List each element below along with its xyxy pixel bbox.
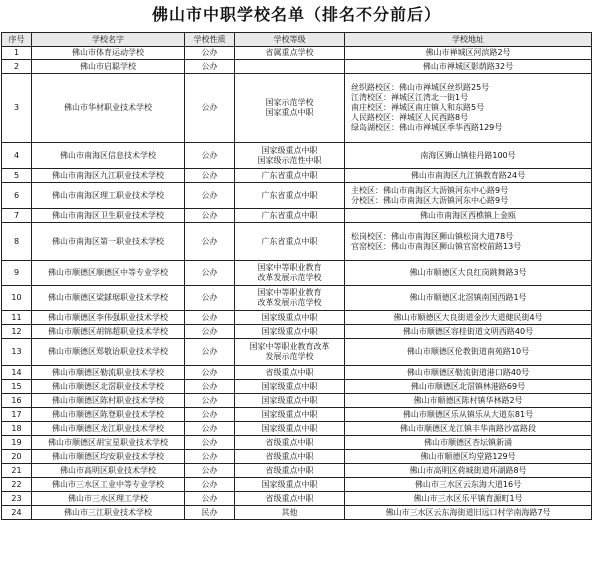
cell-level — [235, 311, 345, 325]
cell-level — [235, 478, 345, 492]
cell-no: 22 — [2, 478, 32, 492]
cell-type: 公办 — [185, 492, 235, 506]
cell-no: 5 — [2, 169, 32, 183]
cell-address — [345, 380, 592, 394]
cell-no: 14 — [2, 366, 32, 380]
address-line: 佛山市南海区西樵镇上金瓯 — [420, 210, 516, 220]
header-name: 学校名字 — [32, 33, 185, 47]
cell-no: 23 — [2, 492, 32, 506]
cell-level — [235, 169, 345, 183]
level-line: 国家级重点中职 — [261, 423, 318, 433]
cell-address — [345, 183, 592, 209]
level-line: 国家中等职业教育 — [257, 288, 322, 297]
cell-name: 佛山市体育运动学校 — [32, 47, 185, 60]
cell-address — [345, 261, 592, 286]
table-header-row — [2, 33, 592, 47]
cell-no: 18 — [2, 422, 32, 436]
table-row — [2, 450, 592, 464]
cell-no: 9 — [2, 261, 32, 286]
cell-no: 7 — [2, 209, 32, 223]
cell-type: 公办 — [185, 380, 235, 394]
cell-level — [235, 450, 345, 464]
cell-no: 15 — [2, 380, 32, 394]
cell-level — [235, 286, 345, 311]
address-line: 佛山市三水区云东海街道旧远口村学南海路7号 — [385, 507, 551, 517]
address-line: 佛山市南海区九江镇教育路24号 — [410, 170, 526, 180]
cell-type: 公办 — [185, 422, 235, 436]
cell-type: 公办 — [185, 223, 235, 261]
table-row — [2, 209, 592, 223]
cell-type: 公办 — [185, 325, 235, 339]
table-row — [2, 311, 592, 325]
cell-address — [345, 286, 592, 311]
table-row — [2, 60, 592, 74]
level-line: 发展示范学校 — [265, 352, 314, 361]
cell-address — [345, 339, 592, 366]
cell-address — [345, 169, 592, 183]
cell-address — [345, 436, 592, 450]
cell-name: 佛山市顺德区北滘职业技术学校 — [32, 380, 185, 394]
cell-type: 公办 — [185, 311, 235, 325]
cell-level — [235, 408, 345, 422]
cell-address — [345, 74, 592, 143]
address-line: 佛山市禅城区影荫路32号 — [422, 61, 514, 71]
cell-name: 佛山市三水区工业中等专业学校 — [32, 478, 185, 492]
cell-no: 13 — [2, 339, 32, 366]
cell-type: 公办 — [185, 366, 235, 380]
level-line: 省级重点中职 — [265, 367, 314, 377]
cell-address — [345, 478, 592, 492]
cell-level — [235, 436, 345, 450]
level-line: 国家重点中职 — [265, 108, 314, 117]
table-row — [2, 223, 592, 261]
cell-address — [345, 492, 592, 506]
cell-name: 佛山市顺德区陈登职业技术学校 — [32, 408, 185, 422]
address-line: 佛山市顺德区大良街道金沙大道健民街4号 — [393, 312, 543, 322]
cell-level — [235, 60, 345, 74]
cell-name: 佛山市顺德区李伟强职业技术学校 — [32, 311, 185, 325]
address-line: 佛山市高明区荷城街道环湖路8号 — [409, 465, 527, 475]
header-type: 学校性质 — [185, 33, 235, 47]
cell-type: 公办 — [185, 450, 235, 464]
cell-no: 1 — [2, 47, 32, 60]
cell-name: 佛山市南海区卫生职业技术学校 — [32, 209, 185, 223]
level-line: 改革发展示范学校 — [257, 273, 322, 282]
cell-no: 21 — [2, 464, 32, 478]
address-line: 绿岛湖校区：佛山市禅城区季华西路129号 — [351, 123, 503, 132]
address-line: 佛山市顺德区伦教街道南苑路10号 — [406, 347, 530, 356]
cell-type: 公办 — [185, 209, 235, 223]
cell-address — [345, 209, 592, 223]
cell-name: 佛山市顺德区郑敬诒职业技术学校 — [32, 339, 185, 366]
address-line: 丝织路校区：佛山市禅城区丝织路25号 — [351, 83, 490, 92]
cell-level — [235, 394, 345, 408]
cell-address — [345, 143, 592, 169]
level-line: 其他 — [281, 507, 298, 517]
cell-name: 佛山市顺德区胡锦超职业技术学校 — [32, 325, 185, 339]
table-row — [2, 286, 592, 311]
cell-type: 公办 — [185, 478, 235, 492]
cell-type: 公办 — [185, 261, 235, 286]
cell-name: 佛山市顺德区龙江职业技术学校 — [32, 422, 185, 436]
school-table — [1, 32, 592, 520]
cell-no: 12 — [2, 325, 32, 339]
cell-level — [235, 261, 345, 286]
table-row — [2, 436, 592, 450]
cell-level — [235, 380, 345, 394]
level-line: 国家级重点中职 — [261, 479, 318, 489]
cell-name: 佛山市顺德区顺德区中等专业学校 — [32, 261, 185, 286]
cell-type: 公办 — [185, 436, 235, 450]
address-line: 佛山市三水区乐平镇育源町1号 — [413, 493, 523, 503]
level-line: 省级重点中职 — [265, 437, 314, 447]
level-line: 省级重点中职 — [265, 493, 314, 503]
level-line: 改革发展示范学校 — [257, 298, 322, 307]
address-line: 佛山市顺德区陈村镇华林路2号 — [413, 395, 523, 405]
table-row — [2, 464, 592, 478]
cell-name: 佛山市三水区理工学校 — [32, 492, 185, 506]
level-line: 国家级重点中职 — [261, 145, 318, 155]
cell-name: 佛山市顺德区陈村职业技术学校 — [32, 394, 185, 408]
level-line: 广东省重点中职 — [261, 210, 318, 220]
table-row — [2, 74, 592, 143]
address-line: 佛山市顺德区均堂路129号 — [420, 451, 516, 461]
level-line: 国家级重点中职 — [261, 409, 318, 419]
cell-address — [345, 450, 592, 464]
cell-no: 17 — [2, 408, 32, 422]
address-line: 江湾校区：禅城区江湾北一街1号 — [351, 93, 469, 102]
address-line: 官窑校区：佛山市南海区狮山镇官窑校前路13号 — [351, 241, 522, 251]
cell-type: 公办 — [185, 143, 235, 169]
table-row — [2, 478, 592, 492]
cell-type: 民办 — [185, 506, 235, 520]
cell-name: 佛山市南海区信息技术学校 — [32, 143, 185, 169]
cell-level — [235, 47, 345, 60]
cell-no: 6 — [2, 183, 32, 209]
table-row — [2, 47, 592, 60]
page-title: 佛山市中职学校名单（排名不分前后） — [151, 5, 441, 24]
cell-type: 公办 — [185, 47, 235, 60]
address-line: 分校区：佛山市南海区大沥镇河东中心路9号 — [351, 195, 509, 205]
level-line: 广东省重点中职 — [261, 190, 318, 200]
cell-no: 4 — [2, 143, 32, 169]
address-line: 佛山市顺德区勒流街道港口路40号 — [406, 367, 530, 377]
header-address: 学校地址 — [345, 33, 592, 47]
address-line: 佛山市三水区云东海大道16号 — [414, 479, 522, 489]
cell-type: 公办 — [185, 169, 235, 183]
cell-name: 佛山市启聪学校 — [32, 60, 185, 74]
cell-level — [235, 143, 345, 169]
address-line: 南庄校区：禅城区南庄镇人和东路5号 — [351, 103, 485, 112]
cell-level — [235, 325, 345, 339]
cell-no: 3 — [2, 74, 32, 143]
level-line: 国家级重点中职 — [261, 395, 318, 405]
level-line: 国家中等职业教育 — [257, 263, 322, 272]
table-row — [2, 506, 592, 520]
cell-address — [345, 394, 592, 408]
cell-type: 公办 — [185, 183, 235, 209]
cell-name: 佛山市顺德区梁銶琚职业技术学校 — [32, 286, 185, 311]
table-row — [2, 394, 592, 408]
header-level: 学校等级 — [235, 33, 345, 47]
cell-no: 16 — [2, 394, 32, 408]
cell-address — [345, 223, 592, 261]
cell-level — [235, 422, 345, 436]
table-row — [2, 339, 592, 366]
cell-address — [345, 47, 592, 60]
address-line: 主校区：佛山市南海区大沥镇河东中心路9号 — [351, 185, 509, 195]
cell-no: 19 — [2, 436, 32, 450]
address-line: 佛山市禅城区河滨路2号 — [425, 48, 511, 57]
address-line: 南海区狮山镇桂丹路100号 — [420, 150, 516, 160]
cell-name: 佛山市顺德区均安职业技术学校 — [32, 450, 185, 464]
address-line: 佛山市顺德区乐从镇乐从大道东81号 — [402, 409, 534, 419]
cell-type: 公办 — [185, 60, 235, 74]
cell-address — [345, 422, 592, 436]
cell-name: 佛山市顺德区勒流职业技术学校 — [32, 366, 185, 380]
address-line: 佛山市顺德区大良红岗跳舞路3号 — [409, 268, 527, 277]
cell-level — [235, 74, 345, 143]
cell-type: 公办 — [185, 464, 235, 478]
level-line: 省级重点中职 — [265, 451, 314, 461]
cell-level — [235, 464, 345, 478]
cell-name: 佛山市华材职业技术学校 — [32, 74, 185, 143]
address-line: 佛山市顺德区龙江镇丰华南路沙富路段 — [400, 423, 536, 433]
address-line: 松岗校区：佛山市南海区狮山镇松岗大道78号 — [351, 231, 514, 241]
table-row — [2, 408, 592, 422]
table-row — [2, 366, 592, 380]
cell-name: 佛山市南海区九江职业技术学校 — [32, 169, 185, 183]
cell-no: 24 — [2, 506, 32, 520]
table-row — [2, 183, 592, 209]
cell-level — [235, 339, 345, 366]
cell-no: 8 — [2, 223, 32, 261]
address-line: 佛山市顺德区杏坛镇新涌 — [424, 437, 512, 447]
cell-address — [345, 325, 592, 339]
cell-address — [345, 311, 592, 325]
level-line: 广东省重点中职 — [261, 170, 318, 180]
table-row — [2, 380, 592, 394]
cell-type: 公办 — [185, 394, 235, 408]
cell-level — [235, 492, 345, 506]
cell-level — [235, 506, 345, 520]
table-row — [2, 261, 592, 286]
cell-address — [345, 506, 592, 520]
cell-no: 11 — [2, 311, 32, 325]
cell-no: 20 — [2, 450, 32, 464]
cell-level — [235, 223, 345, 261]
level-line: 国家级重点中职 — [261, 381, 318, 391]
cell-address — [345, 464, 592, 478]
level-line: 广东省重点中职 — [261, 236, 318, 246]
level-line: 省级重点中职 — [265, 465, 314, 475]
cell-name: 佛山市顺德区胡宝星职业技术学校 — [32, 436, 185, 450]
address-line: 人民路校区：禅城区人民西路8号 — [351, 113, 469, 122]
address-line: 佛山市顺德区容桂街道文明西路40号 — [402, 326, 534, 336]
level-line: 国家示范学校 — [265, 98, 314, 107]
cell-type: 公办 — [185, 408, 235, 422]
level-line: 国家级示范性中职 — [257, 155, 322, 165]
cell-name: 佛山市南海区理工职业技术学校 — [32, 183, 185, 209]
cell-type: 公办 — [185, 339, 235, 366]
cell-no: 10 — [2, 286, 32, 311]
address-line: 佛山市顺德区北滘镇南国西路1号 — [409, 293, 527, 302]
header-no: 序号 — [2, 33, 32, 47]
cell-type: 公办 — [185, 286, 235, 311]
table-row — [2, 422, 592, 436]
cell-address — [345, 408, 592, 422]
table-row — [2, 325, 592, 339]
table-row — [2, 492, 592, 506]
level-line: 国家中等职业教育改革 — [249, 342, 330, 351]
cell-type: 公办 — [185, 74, 235, 143]
cell-level — [235, 183, 345, 209]
cell-level — [235, 209, 345, 223]
cell-name: 佛山市南海区第一职业技术学校 — [32, 223, 185, 261]
table-row — [2, 169, 592, 183]
level-line: 国家级重点中职 — [261, 312, 318, 322]
cell-name: 佛山市高明区职业技术学校 — [32, 464, 185, 478]
level-line: 国家级重点中职 — [261, 326, 318, 336]
cell-address — [345, 60, 592, 74]
cell-level — [235, 366, 345, 380]
cell-address — [345, 366, 592, 380]
cell-no: 2 — [2, 60, 32, 74]
table-row — [2, 143, 592, 169]
address-line: 佛山市顺德区北滘镇林港路69号 — [410, 381, 526, 391]
level-line: 省属重点学校 — [265, 48, 314, 57]
cell-name: 佛山市三江职业技术学校 — [32, 506, 185, 520]
